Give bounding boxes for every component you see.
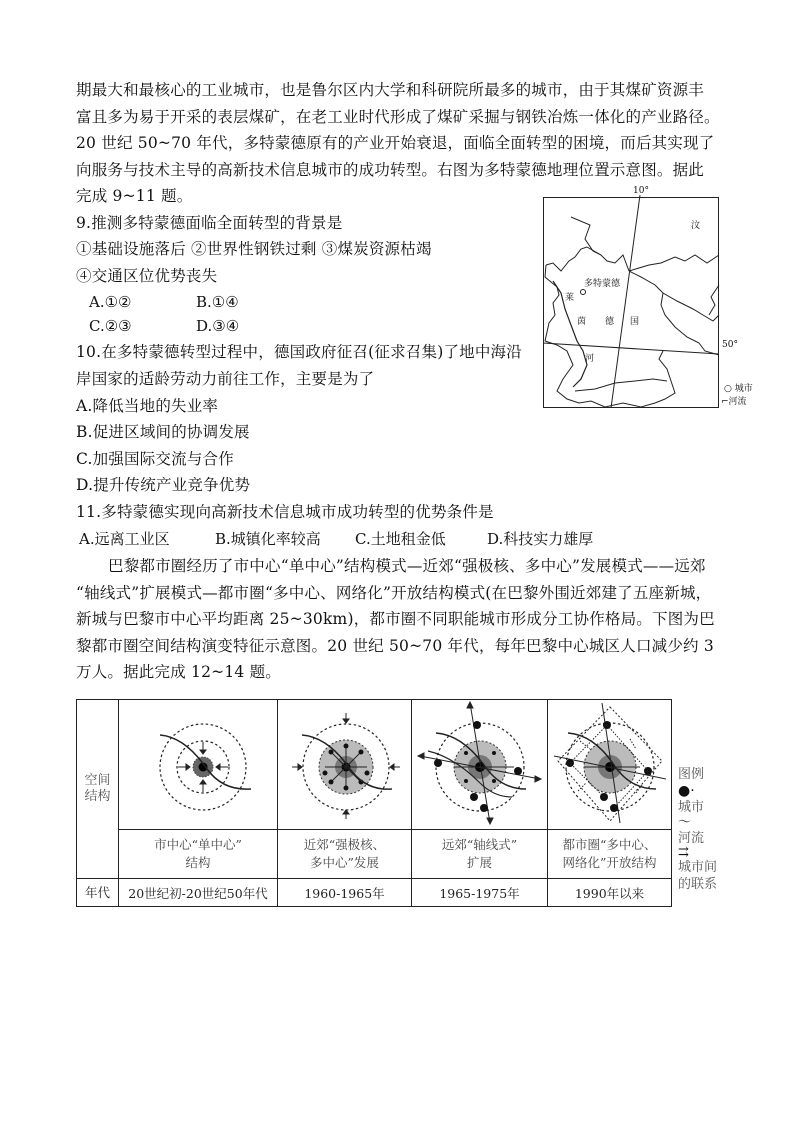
- passage-line: 黎都市圈空间结构演变特征示意图。20 世纪 50~70 年代，每年巴黎中心城区人口减少约 3: [76, 637, 714, 655]
- legend-river-label: 河流: [678, 831, 705, 846]
- longitude-label: 10°: [633, 186, 649, 196]
- table-legend: [678, 766, 717, 893]
- legend-link-label: 的联系: [678, 877, 718, 892]
- map-legend-river: [721, 394, 747, 407]
- country-label-char: 德: [605, 317, 615, 327]
- passage-line: 巴黎都市圈经历了市中心“单中心”结构模式—近郊“强极核、多中心”发展模式——远郊: [108, 557, 706, 575]
- row-header-structure: 空间结构: [77, 700, 119, 879]
- question-10-option-a[interactable]: A.降低当地的失业率: [76, 397, 219, 415]
- city-label-dortmund: 多特蒙德: [584, 279, 621, 289]
- stage-4-description: 都市圈“多中心、 网络化”开放结构: [548, 830, 672, 879]
- city-circle-icon: ○: [724, 384, 732, 394]
- question-9-option-d[interactable]: D.③④: [196, 317, 240, 335]
- legend-city-label: 城市: [678, 800, 705, 815]
- question-10-stem: 岸国家的适龄劳动力前往工作，主要是为了: [76, 370, 375, 388]
- country-label-char: 国: [630, 317, 640, 327]
- passage-line: 20 世纪 50~70 年代，多特蒙德原有的产业开始衰退，面临全面转型的困境，而后其实现了: [76, 134, 715, 152]
- question-11-option-a[interactable]: A.远离工业区: [79, 530, 170, 548]
- diagram-far-suburb-axis: [412, 700, 548, 830]
- passage-line: 万人。据此完成 12~14 题。: [76, 663, 281, 681]
- row-header-year: 年代: [77, 879, 119, 907]
- question-9-items: ④交通区位优势丧失: [76, 267, 218, 285]
- question-11-option-c[interactable]: C.土地租金低: [355, 530, 446, 548]
- stage-4-year: 1990年以来: [548, 879, 672, 907]
- passage-line: 新城与巴黎市中心平均距离 25~30km)，都市圈不同职能城市形成分工协作格局。下图为巴: [76, 610, 715, 628]
- question-9-stem: 9.推测多特蒙德面临全面转型的背景是: [76, 214, 343, 232]
- legend-link-label: 城市间: [678, 860, 718, 875]
- question-11-option-b[interactable]: B.城镇化率较高: [215, 530, 321, 548]
- sea-label: 汶: [691, 221, 701, 231]
- strong-pole-multi-center-diagram: [280, 701, 410, 825]
- question-10-stem: 10.在多特蒙德转型过程中，德国政府征召(征求召集)了地中海沿: [76, 343, 522, 361]
- legend-city-text: 城市: [734, 384, 753, 394]
- river-line-icon: ⌐: [721, 397, 729, 407]
- axis-expansion-diagram: [414, 701, 546, 825]
- stage-1-description: 市中心“单中心” 结构: [119, 830, 278, 879]
- multi-center-network-diagram: [550, 701, 670, 825]
- legend-river-text: 河流: [728, 397, 747, 407]
- river-label-char: 茵: [577, 317, 587, 327]
- river-label-char: 河: [585, 354, 595, 364]
- city-dot-icon: ●·: [678, 783, 695, 799]
- stage-2-description: 近郊“强极核、 多中心”发展: [278, 830, 412, 879]
- question-11-stem: 11.多特蒙德实现向高新技术信息城市成功转型的优势条件是: [76, 503, 494, 521]
- stage-3-year: 1965-1975年: [412, 879, 548, 907]
- question-9-items: ①基础设施落后 ②世界性钢铁过剩 ③煤炭资源枯竭: [76, 240, 432, 258]
- paris-structure-evolution-table: [76, 699, 672, 907]
- latitude-label: 50°: [722, 340, 738, 350]
- stage-2-year: 1960-1965年: [278, 879, 412, 907]
- question-9-option-b[interactable]: B.①④: [196, 293, 239, 311]
- legend-title: 图例: [678, 767, 705, 782]
- question-9-option-c[interactable]: C.②③: [89, 317, 132, 335]
- question-9-option-a[interactable]: A.①②: [89, 293, 132, 311]
- passage-line: “轴线式”扩展模式—都市圈“多中心、网络化”开放结构模式(在巴黎外围近郊建了五座新城，: [76, 584, 712, 602]
- question-10-option-d[interactable]: D.提升传统产业竞争优势: [76, 476, 251, 494]
- question-10-option-c[interactable]: C.加强国际交流与合作: [76, 450, 234, 468]
- question-11-option-d[interactable]: D.科技实力雄厚: [487, 530, 594, 548]
- river-label-char: 莱: [565, 293, 575, 303]
- map-legend-city: [724, 381, 753, 394]
- river-curve-icon: 〜: [678, 815, 692, 830]
- stage-3-description: 远郊“轴线式” 扩展: [412, 830, 548, 879]
- link-arrows-icon: ⇉: [678, 845, 689, 860]
- diagram-single-center: [119, 700, 278, 830]
- question-10-option-b[interactable]: B.促进区域间的协调发展: [76, 423, 250, 441]
- passage-line: 期最大和最核心的工业城市，也是鲁尔区内大学和科研院所最多的城市，由于其煤矿资源丰: [76, 81, 705, 99]
- dortmund-city-marker: [581, 290, 586, 295]
- diagram-metropolitan-network: [548, 700, 672, 830]
- diagram-near-suburb: [278, 700, 412, 830]
- passage-line: 完成 9~11 题。: [76, 187, 193, 205]
- stage-1-year: 20世纪初-20世纪50年代: [119, 879, 278, 907]
- single-center-diagram: [123, 701, 273, 825]
- passage-line: 富且多为易于开采的表层煤矿，在老工业时代形成了煤矿采掘与钢铁冶炼一体化的产业路径。: [76, 108, 720, 126]
- passage-line: 向服务与技术主导的高新技术信息城市的成功转型。右图为多特蒙德地理位置示意图。据此: [76, 161, 705, 179]
